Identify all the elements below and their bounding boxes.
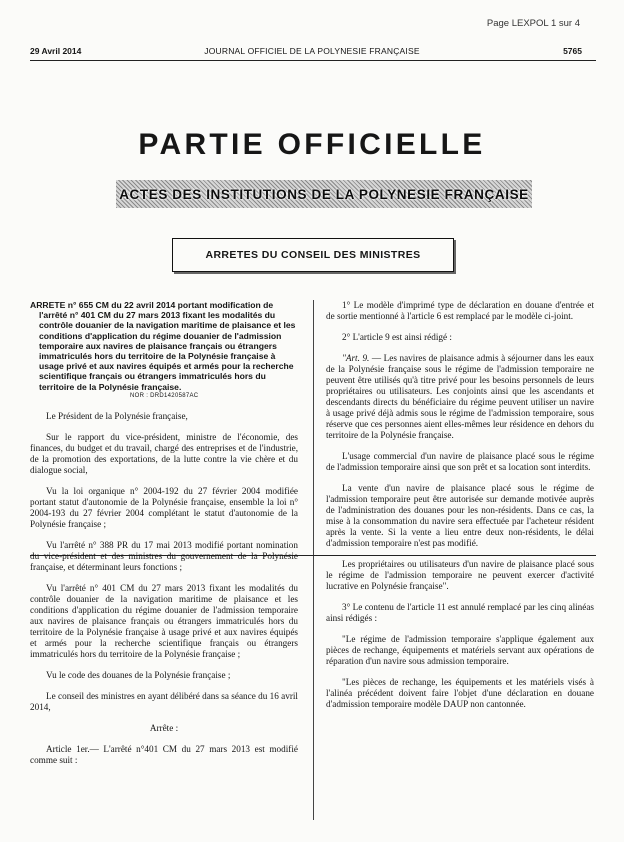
decree-title-line1: ARRETE n° 655 CM du 22 avril 2014 portant modification de (30, 300, 274, 310)
article-label: "Art. 9. (342, 353, 370, 363)
decree-title (30, 300, 298, 392)
paragraph: La vente d'un navire de plaisance placé sous le régime de l'admission temporaire peut être autorisée sur demande motivée auprès de l'administration des douanes pour les non-résidents. Dans ce cas, la mise à la consommation du navire sera effectuée par l'acheteur résident après la vente. Si la vente a lieu entre deux non-résidents, le délai d'admission temporaire n'est pas modifié. (326, 483, 594, 548)
article-text: — Les navires de plaisance admis à séjourner dans les eaux de la Polynésie française sous le régime de l'admission temporaire ne peuvent être utilisés qu'à titre privé pour les besoins personnels de leurs propriétaires ou utilisateurs. Les conjoints ainsi que les ascendants et descendants directs du bénéficiaire du régime peuvent utiliser un navire à usage privé déjà admis sous le régime de l'admission temporaire, sous réserve que ces personnes aient elles-mêmes leur résidence en dehors du territoire de la Polynésie française. (326, 353, 594, 440)
decree-title-rest: l'arrêté n° 401 CM du 27 mars 2013 fixant les modalités du contrôle douanier de la navigation maritime de plaisance et les conditions d'application du régime douanier de l'admission temporaire aux navires de plaisance français ou étrangers immatriculés hors du territoire de la Polynésie française à usage privé et aux navires équipés et armés pour la recherche scientifique français ou étrangers immatriculés hors du territoire de la Polynésie française. (39, 310, 296, 392)
section-heading-box: ARRETES DU CONSEIL DES MINISTRES (172, 238, 454, 272)
banner-text: ACTES DES INSTITUTIONS DE LA POLYNESIE FRANÇAISE (119, 186, 529, 202)
paragraph: 1° Le modèle d'imprimé type de déclaration en douane d'entrée et de sortie mentionné à l'article 6 est remplacé par le modèle ci-joint. (326, 300, 594, 321)
nor-reference: NOR : DRD1420587AC (130, 392, 199, 399)
paragraph: Sur le rapport du vice-président, ministre de l'économie, des finances, du budget et du travail, chargé des entreprises et de l'industrie, de la promotion des exportations, de la lutte contre la vie chère et du dialogue social, (30, 431, 298, 475)
header-date: 29 Avril 2014 (30, 46, 82, 56)
header-rule (30, 60, 596, 61)
paragraph: Le conseil des ministres en ayant délibéré dans sa séance du 16 avril 2014, (30, 690, 298, 712)
page-reference: Page LEXPOL 1 sur 4 (486, 18, 580, 29)
paragraph: Article 1er.— L'arrêté n°401 CM du 27 mars 2013 est modifié comme suit : (30, 743, 298, 765)
paragraph: L'usage commercial d'un navire de plaisance placé sous le régime de l'admission temporaire ainsi que son prêt et sa location sont interdits. (326, 451, 594, 472)
left-column (30, 300, 298, 776)
main-title: PARTIE OFFICIELLE (138, 128, 486, 161)
paragraph: Vu la loi organique n° 2004-192 du 27 février 2004 modifiée portant statut d'autonomie de la Polynésie française, ensemble la loi n° 2004-193 du 27 février 2004 complétant le statut d'autonomie de la Polynésie française ; (30, 485, 298, 529)
column-divider (313, 300, 314, 820)
section-banner (116, 180, 532, 208)
paragraph: "Le régime de l'admission temporaire s'applique également aux pièces de rechange, équipements et matériels servant aux opérations de réparation d'un navire sous admission temporaire. (326, 634, 594, 666)
paragraph: 3° Le contenu de l'article 11 est annulé remplacé par les cinq alinéas ainsi rédigés : (326, 602, 594, 623)
header-journal-title: JOURNAL OFFICIEL DE LA POLYNESIE FRANÇAISE (204, 46, 420, 56)
paragraph: Vu le code des douanes de la Polynésie française ; (46, 669, 231, 680)
paragraph-article-9 (326, 353, 594, 441)
paragraph: 2° L'article 9 est ainsi rédigé : (342, 332, 452, 342)
paragraph: Le Président de la Polynésie française, (46, 410, 188, 421)
paragraph: Vu l'arrêté n° 388 PR du 17 mai 2013 modifié portant nomination du vice-président et des ministres du gouvernement de la Polynésie française, et déterminant leurs fonctions ; (30, 539, 298, 572)
paragraph: Les propriétaires ou utilisateurs d'un navire de plaisance placé sous le régime de l'admission temporaire ne peuvent exercer d'activité lucrative en Polynésie française". (326, 559, 594, 591)
header-page-number: 5765 (563, 46, 582, 56)
paragraph: "Les pièces de rechange, les équipements et les matériels visés à l'alinéa précédent doivent faire l'objet d'une déclaration en douane d'admission temporaire modèle DAUP non cantonnée. (326, 677, 594, 709)
paragraph: Vu l'arrêté n° 401 CM du 27 mars 2013 fixant les modalités du contrôle douanier de la navigation maritime de plaisance et les conditions d'application du régime douanier de l'admission temporaire aux navires de plaisance français ou étrangers immatriculés hors du territoire de la Polynésie française à usage privé et aux navires équipés et armés pour la recherche scientifique français ou étrangers immatriculés hors du territoire de la Polynésie française ; (30, 582, 298, 659)
arrete-heading: Arrête : (149, 722, 179, 733)
right-column (326, 300, 594, 720)
